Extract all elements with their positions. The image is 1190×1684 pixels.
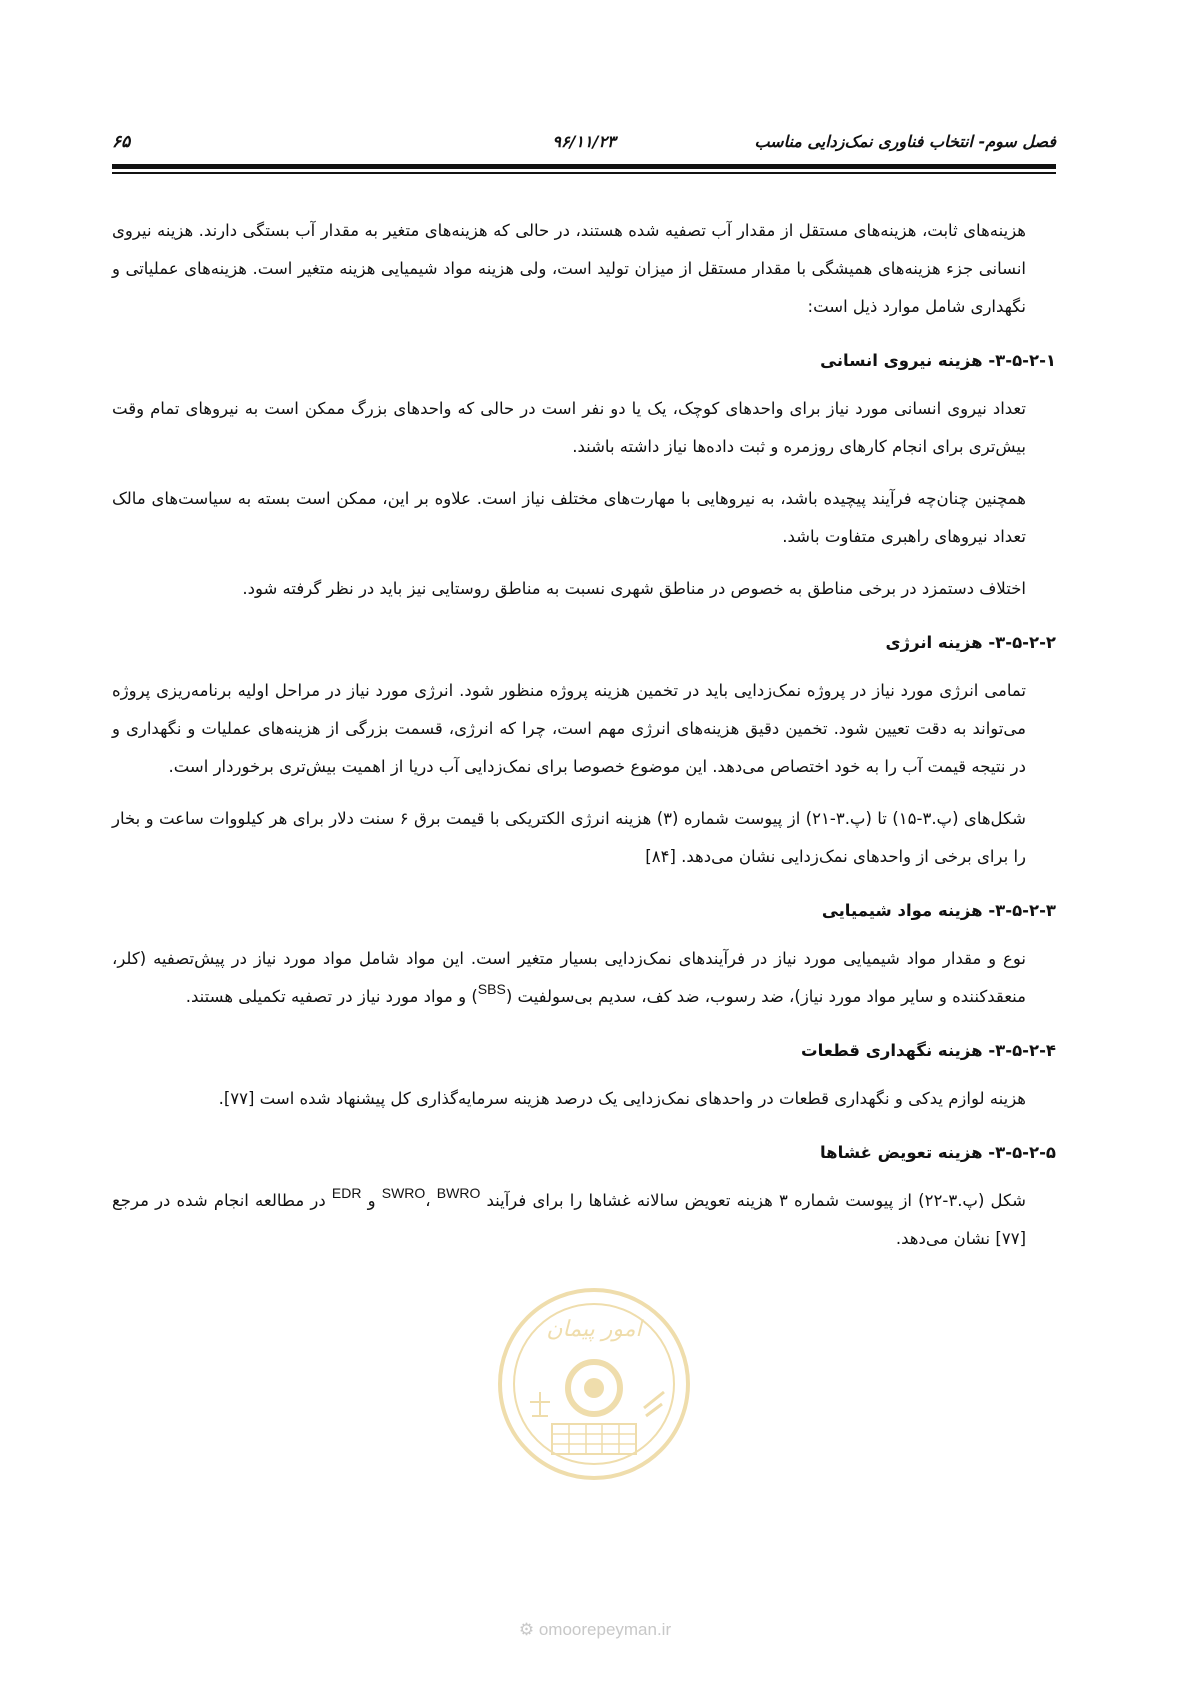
heading-chemical-cost: ۳-۵-۲-۳- هزینه مواد شیمیایی	[821, 901, 1056, 920]
bwro-superscript: BWRO	[436, 1185, 481, 1201]
membrane-text-after: در مطالعه انجام شده در مرجع [۷۷] نشان می‌دهد.	[112, 1191, 1026, 1248]
heading-labor-cost: ۳-۵-۲-۱- هزینه نیروی انسانی	[820, 351, 1056, 370]
header-rule-thin	[112, 172, 1056, 174]
running-header	[112, 132, 1056, 160]
swro-superscript: SWRO	[381, 1185, 426, 1201]
parts-paragraph: هزینه لوازم یدکی و نگهداری قطعات در واحدهای نمک‌زدایی یک درصد هزینه سرمایه‌گذاری کل پیشنهاد شده است [۷۷].	[218, 1089, 1026, 1108]
heading-membrane-replacement: ۳-۵-۲-۵- هزینه تعویض غشاها	[819, 1143, 1056, 1162]
chemical-text-after: ) و مواد مورد نیاز در تصفیه تکمیلی هستند.	[185, 987, 478, 1006]
membrane-paragraph	[112, 1182, 1056, 1258]
labor-paragraph-2: همچنین چنان‌چه فرآیند پیچیده باشد، به نیروهایی با مهارت‌های مختلف نیاز است. علاوه بر این، ممکن است بسته به سیاست‌های مالک تعداد نیروهای راهبری متفاوت باشد.	[112, 489, 1026, 546]
page-number: ۶۵	[112, 132, 131, 152]
labor-paragraph-1: تعداد نیروی انسانی مورد نیاز برای واحدهای کوچک، یک یا دو نفر است در حالی که واحدهای بزرگ ممکن است به نیروهای تمام وقت بیش‌تری برای انجام کارهای روزمره و ثبت داده‌ها نیاز داشته باشند.	[112, 399, 1026, 456]
membrane-sep-1: ،	[425, 1191, 437, 1210]
chemical-paragraph	[112, 940, 1056, 1016]
watermark-logo-text: امور پیمان	[546, 1317, 642, 1342]
heading-energy-cost: ۳-۵-۲-۲- هزینه انرژی	[885, 633, 1056, 652]
energy-paragraph-2: شکل‌های (پ.۳-۱۵) تا (پ.۳-۲۱) از پیوست شماره (۳) هزینه انرژی الکتریکی با قیمت برق ۶ سنت دلار برای هر کیلووات ساعت و بخار را برای برخی از واحدهای نمک‌زدایی نشان می‌دهد. [۸۴]	[112, 809, 1026, 866]
watermark-site-text: omoorepeyman.ir	[538, 1620, 672, 1639]
header-date: ۹۶/۱۱/۲۳	[552, 132, 616, 151]
edr-superscript: EDR	[331, 1185, 362, 1201]
membrane-text-before: شکل (پ.۳-۲۲) از پیوست شماره ۳ هزینه تعویض سالانه غشاها را برای فرآیند	[480, 1191, 1026, 1210]
labor-paragraph-3: اختلاف دستمزد در برخی مناطق به خصوص در مناطق شهری نسبت به مناطق روستایی نیز باید در نظر گرفته شود.	[242, 579, 1026, 598]
heading-parts-maintenance: ۳-۵-۲-۴- هزینه نگهداری قطعات	[800, 1041, 1056, 1060]
watermark-site	[0, 1620, 1190, 1640]
watermark-site-icon: ⚙	[518, 1620, 535, 1639]
chapter-title: فصل سوم- انتخاب فناوری نمک‌زدایی مناسب	[754, 132, 1056, 151]
watermark-logo-icon	[494, 1284, 694, 1484]
membrane-sep-2: و	[361, 1191, 382, 1210]
energy-paragraph-1: تمامی انرژی مورد نیاز در پروژه نمک‌زدایی باید در تخمین هزینه پروژه منظور شود. انرژی مورد نیاز در مراحل اولیه برنامه‌ریزی پروژه می‌تواند به دقت تعیین شود. تخمین دقیق هزینه‌های انرژی مهم است، چرا که انرژی، قسمت بزرگی از هزینه‌های عملیات و نگهداری و در نتیجه قیمت آب را به خود اختصاص می‌دهد. این موضوع خصوصا برای نمک‌زدایی آب دریا از اهمیت بیش‌تری برخوردار است.	[112, 681, 1026, 776]
sbs-superscript: SBS	[477, 981, 506, 997]
body-text	[112, 212, 1056, 1272]
chemical-text-before: نوع و مقدار مواد شیمیایی مورد نیاز در فرآیندهای نمک‌زدایی بسیار متغیر است. این مواد شامل مواد مورد نیاز در پیش‌تصفیه (کلر، منعقدکننده و سایر مواد مورد نیاز)، ضد رسوب، ضد کف، سدیم بی‌سولفیت (	[112, 949, 1026, 1006]
intro-paragraph: هزینه‌های ثابت، هزینه‌های مستقل از مقدار آب تصفیه شده هستند، در حالی که هزینه‌های متغیر به مقدار آب بستگی دارند. هزینه نیروی انسانی جزء هزینه‌های همیشگی با مقدار مستقل از میزان تولید است، ولی هزینه مواد شیمیایی هزینه متغیر است. هزینه‌های عملیاتی و نگهداری شامل موارد ذیل است:	[112, 221, 1026, 316]
header-rule-thick	[112, 164, 1056, 169]
